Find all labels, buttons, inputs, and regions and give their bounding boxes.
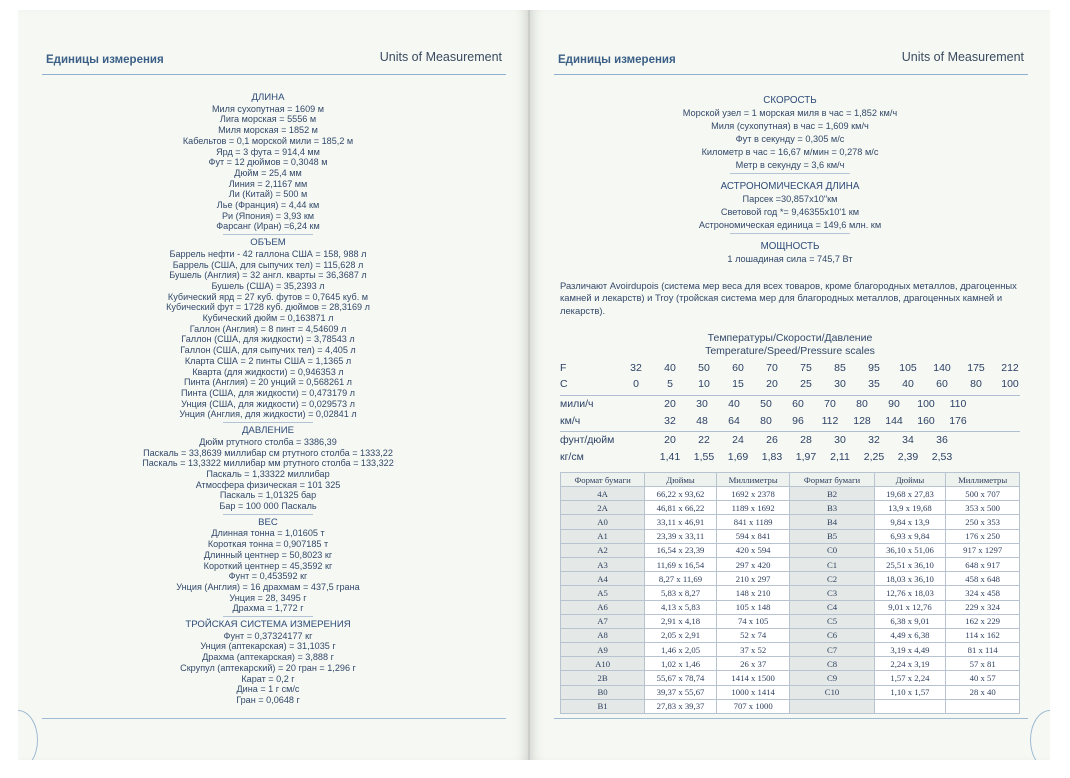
unit-line: Миля морская = 1852 м: [218, 125, 318, 136]
unit-line: Унция (Англия) = 16 драхмам = 437,5 грана: [176, 581, 360, 592]
scale-value: 75: [800, 362, 812, 374]
table-cell: 26 x 37: [716, 657, 790, 671]
scale-value: 1,41: [659, 451, 681, 463]
table-cell: 13,9 x 19,68: [874, 501, 946, 515]
table-cell: A1: [561, 529, 645, 543]
table-cell: A3: [561, 557, 645, 571]
table-cell: 37 x 52: [716, 643, 790, 657]
table-row: [561, 628, 1020, 642]
scale-value: 1,55: [693, 451, 715, 463]
scale-value: 24: [732, 434, 744, 446]
scale-row-label: C: [560, 378, 568, 390]
table-row: [561, 501, 1020, 515]
scale-value: 140: [933, 362, 951, 374]
unit-line: Кварта (для жидкости) = 0,946353 л: [192, 366, 344, 377]
avoirdupois-paragraph: Различают Avoirdupois (система мер веса для всех товаров, кроме благородных металлов, драгоценных камней и лекарств) и Troy (тройская система мер для благородных металлов, драгоценных камней и лекарств).: [560, 280, 1017, 316]
table-row: [561, 614, 1020, 628]
table-cell: 917 x 1297: [946, 543, 1020, 557]
unit-line: Фут = 12 дюймов = 0,3048 м: [208, 157, 328, 168]
scale-value: 20: [664, 434, 676, 446]
scale-value: 85: [834, 362, 846, 374]
table-cell: 3,19 x 4,49: [874, 643, 946, 657]
right-units-list: [550, 88, 1030, 266]
table-cell: C0: [790, 543, 874, 557]
table-cell: 458 x 648: [946, 572, 1020, 586]
header-title-ru: Единицы измерения: [46, 54, 164, 66]
section-divider: [730, 233, 850, 234]
unit-line: Галлон (Англия) = 8 пинт = 4,54609 л: [189, 323, 347, 334]
unit-line: Метр в секунду = 3,6 км/ч: [735, 160, 845, 170]
table-cell: B0: [561, 685, 645, 699]
unit-line: Парсек =30,857х10"км: [742, 194, 838, 204]
section-title: ОБЪЕМ: [250, 237, 286, 249]
table-cell: 841 x 1189: [716, 515, 790, 529]
scale-value: 1,83: [761, 451, 783, 463]
unit-line: Унция = 28, 3495 г: [229, 592, 307, 603]
table-cell: 148 x 210: [716, 586, 790, 600]
unit-line: Атмосфера физическая = 101 325: [195, 479, 341, 490]
scale-value: 100: [1001, 378, 1019, 390]
unit-line: Лига морская = 5556 м: [219, 114, 317, 125]
paper-table-header-cell: Миллиметры: [946, 473, 1020, 487]
table-cell: C3: [790, 586, 874, 600]
table-cell: 46,81 x 66,22: [645, 501, 717, 515]
unit-line: Драхма = 1,772 г: [232, 603, 304, 614]
table-cell: 1414 x 1500: [716, 671, 790, 685]
unit-line: Ярд = 3 фута = 914,4 мм: [216, 146, 320, 157]
table-cell: 210 x 297: [716, 572, 790, 586]
speed-row: [560, 398, 1020, 412]
scale-value: 1,69: [727, 451, 749, 463]
unit-line: 1 лошадиная сила = 745,7 Вт: [727, 254, 853, 264]
table-cell: 19,68 x 27,83: [874, 487, 946, 501]
corner-ornament: [18, 710, 38, 760]
scale-value: 110: [949, 398, 967, 410]
table-cell: 500 x 707: [946, 487, 1020, 501]
header-rule: [554, 74, 1028, 75]
table-cell: 5,83 x 8,27: [645, 586, 717, 600]
table-cell: 11,69 x 16,54: [645, 557, 717, 571]
table-row: [561, 529, 1020, 543]
section-title: АСТРОНОМИЧЕСКАЯ ДЛИНА: [720, 181, 860, 192]
unit-line: Баррель нефти - 42 галлона США = 158, 988 л: [169, 248, 367, 259]
unit-line: Скрупул (аптекарский) = 20 гран = 1,296 г: [180, 662, 356, 673]
section-title: ТРОЙСКАЯ СИСТЕМА ИЗМЕРЕНИЯ: [185, 619, 351, 631]
scale-separator: [560, 395, 1020, 396]
table-row: [561, 515, 1020, 529]
unit-line: Бушель (Англия) = 32 англ. кварты = 36,3687 л: [169, 270, 367, 281]
table-cell: 4A: [561, 487, 645, 501]
table-cell: B3: [790, 501, 874, 515]
pressure-row: [560, 451, 1020, 465]
unit-line: Световой год *= 9,46355х10'1 км: [720, 207, 860, 217]
table-cell: 176 x 250: [946, 529, 1020, 543]
scale-value: 20: [664, 398, 676, 410]
right-page-header: [530, 40, 1050, 76]
table-cell: C7: [790, 643, 874, 657]
scale-value: 70: [766, 362, 778, 374]
scale-value: 80: [856, 398, 868, 410]
section-divider: [223, 234, 313, 235]
table-cell: [946, 699, 1020, 713]
unit-line: Фунт = 0,453592 кг: [228, 571, 308, 582]
scale-value: 64: [728, 415, 740, 427]
table-cell: 2,05 x 2,91: [645, 628, 717, 642]
table-cell: 648 x 917: [946, 557, 1020, 571]
scale-value: 32: [630, 362, 642, 374]
scale-value: 2,25: [863, 451, 885, 463]
table-row: [561, 543, 1020, 557]
unit-line: Паскаль = 1,33322 миллибар: [206, 468, 330, 479]
scale-value: 10: [698, 378, 710, 390]
table-cell: 16,54 x 23,39: [645, 543, 717, 557]
scale-row-label: фунт/дюйм: [560, 434, 615, 446]
pressure-row: [560, 434, 1020, 448]
table-cell: 6,38 x 9,01: [874, 614, 946, 628]
table-cell: B4: [790, 515, 874, 529]
header-title-ru: Единицы измерения: [558, 54, 676, 66]
table-cell: 66,22 x 93,62: [645, 487, 717, 501]
table-row: [561, 487, 1020, 501]
unit-line: Ли (Китай) = 500 м: [228, 189, 308, 200]
scale-value: 22: [698, 434, 710, 446]
section-divider: [223, 422, 313, 423]
unit-line: Фунт = 0,37324177 кг: [223, 630, 313, 641]
header-title-en: Units of Measurement: [901, 50, 1024, 64]
table-cell: 1,57 x 2,24: [874, 671, 946, 685]
table-cell: 2,91 x 4,18: [645, 614, 717, 628]
footer-rule: [42, 718, 506, 719]
scale-row-label: F: [560, 362, 567, 374]
unit-line: Паскаль = 1,01325 бар: [219, 490, 317, 501]
table-row: [561, 600, 1020, 614]
scale-value: 160: [917, 415, 935, 427]
scale-separator: [560, 431, 1020, 432]
temperature-row: [560, 362, 1020, 376]
unit-line: Фут в секунду = 0,305 м/с: [735, 134, 845, 144]
table-cell: 52 x 74: [716, 628, 790, 642]
scale-value: 60: [936, 378, 948, 390]
table-cell: 114 x 162: [946, 628, 1020, 642]
unit-line: Галлон (США, для жидкости) = 3,78543 л: [181, 334, 355, 345]
table-cell: 1,46 x 2,05: [645, 643, 717, 657]
table-cell: A5: [561, 586, 645, 600]
temperature-row: [560, 378, 1020, 392]
unit-line: Драхма (аптекарская) = 3,888 г: [202, 652, 334, 663]
paper-table-header: [561, 473, 1020, 487]
table-cell: A6: [561, 600, 645, 614]
left-page-header: [18, 40, 528, 76]
table-cell: 594 x 841: [716, 529, 790, 543]
scale-value: 0: [633, 378, 639, 390]
scale-value: 175: [967, 362, 985, 374]
section-title: ДАВЛЕНИЕ: [241, 425, 295, 437]
unit-line: Миля (сухопутная) в час = 1,609 км/ч: [711, 121, 869, 131]
scale-value: 96: [792, 415, 804, 427]
table-cell: 74 x 105: [716, 614, 790, 628]
unit-line: Миля сухопутная = 1609 м: [211, 103, 325, 114]
scale-value: 60: [732, 362, 744, 374]
table-cell: 1000 x 1414: [716, 685, 790, 699]
table-cell: 162 x 229: [946, 614, 1020, 628]
unit-line: Морской узел = 1 морская миля в час = 1,852 км/ч: [682, 108, 898, 118]
scale-value: 50: [760, 398, 772, 410]
table-row: [561, 671, 1020, 685]
unit-line: Бар = 100 000 Паскаль: [219, 501, 317, 512]
unit-line: Длинная тонна = 1,01605 т: [211, 528, 325, 539]
scale-value: 90: [888, 398, 900, 410]
section-divider: [730, 173, 850, 174]
table-cell: C2: [790, 572, 874, 586]
table-cell: 57 x 81: [946, 657, 1020, 671]
table-cell: 1,02 x 1,46: [645, 657, 717, 671]
scale-value: 2,53: [931, 451, 953, 463]
scale-value: 30: [696, 398, 708, 410]
scale-value: 112: [821, 415, 839, 427]
conversion-scale-grid: [560, 360, 1020, 470]
paper-table-header-cell: Дюймы: [874, 473, 946, 487]
scale-value: 36: [936, 434, 948, 446]
unit-line: Унция (Англия, для жидкости) = 0,02841 л: [179, 409, 357, 420]
unit-line: Баррель (США, для сыпучих тел) = 115,628 л: [172, 259, 364, 270]
unit-line: Галлон (США, для сыпучих тел) = 4,405 л: [180, 345, 356, 356]
table-cell: 250 x 353: [946, 515, 1020, 529]
unit-line: Километр в час = 16,67 м/мин = 0,278 м/с: [701, 147, 879, 157]
scale-row-label: км/ч: [560, 415, 581, 427]
table-cell: 8,27 x 11,69: [645, 572, 717, 586]
table-cell: B2: [790, 487, 874, 501]
scale-value: 105: [899, 362, 917, 374]
paper-table-header-cell: Формат бумаги: [561, 473, 645, 487]
table-cell: 27,83 x 39,37: [645, 699, 717, 713]
table-cell: 105 x 148: [716, 600, 790, 614]
table-cell: A7: [561, 614, 645, 628]
table-cell: 6,93 x 9,84: [874, 529, 946, 543]
table-cell: 40 x 57: [946, 671, 1020, 685]
scale-value: 100: [917, 398, 935, 410]
table-cell: 39,37 x 55,67: [645, 685, 717, 699]
unit-line: Кубический ярд = 27 куб. футов = 0,7645 куб. м: [167, 291, 369, 302]
table-row: [561, 657, 1020, 671]
table-cell: 12,76 x 18,03: [874, 586, 946, 600]
table-cell: 707 x 1000: [716, 699, 790, 713]
scale-value: 2,39: [897, 451, 919, 463]
unit-line: Фарсанг (Иран) =6,24 км: [216, 221, 320, 232]
table-cell: C9: [790, 671, 874, 685]
unit-line: Пинта (США, для жидкости) = 0,473179 л: [181, 387, 355, 398]
scale-value: 26: [766, 434, 778, 446]
table-row: [561, 643, 1020, 657]
table-cell: A2: [561, 543, 645, 557]
table-cell: 297 x 420: [716, 557, 790, 571]
unit-line: Карат = 0,2 г: [241, 673, 295, 684]
scale-value: 40: [664, 362, 676, 374]
table-cell: B1: [561, 699, 645, 713]
unit-line: Унция (США, для жидкости) = 0,029573 л: [181, 398, 355, 409]
corner-ornament: [1030, 710, 1050, 760]
scale-value: 30: [834, 378, 846, 390]
unit-line: Дина = 1 г см/с: [236, 684, 300, 695]
paper-table-header-cell: Дюймы: [645, 473, 717, 487]
table-row: [561, 557, 1020, 571]
scale-row-label: кг/см: [560, 451, 584, 463]
left-units-list: [118, 90, 418, 706]
section-title: МОЩНОСТЬ: [760, 241, 820, 252]
section-title: СКОРОСТЬ: [763, 95, 817, 106]
table-cell: 23,39 x 33,11: [645, 529, 717, 543]
unit-line: Пинта (Англия) = 20 унций = 0,568261 л: [184, 377, 352, 388]
table-cell: 4,49 x 6,38: [874, 628, 946, 642]
scales-title: [550, 332, 1030, 358]
unit-line: Кубический фут = 1728 куб. дюймов = 28,3169 л: [166, 302, 370, 313]
table-cell: 1189 x 1692: [716, 501, 790, 515]
table-cell: 9,84 x 13,9: [874, 515, 946, 529]
unit-line: Бушель (США) = 35,2393 л: [211, 280, 325, 291]
table-cell: C6: [790, 628, 874, 642]
table-cell: [790, 699, 874, 713]
unit-line: Паскаль = 33,8639 миллибар см ртутного столба = 1333,22: [143, 447, 393, 458]
footer-rule: [554, 718, 1028, 719]
table-cell: 2,24 x 3,19: [874, 657, 946, 671]
scale-value: 2,11: [830, 451, 850, 463]
table-cell: 36,10 x 51,06: [874, 543, 946, 557]
unit-line: Астрономическая единица = 149,6 млн. км: [698, 220, 882, 230]
scale-value: 48: [696, 415, 708, 427]
table-cell: 18,03 x 36,10: [874, 572, 946, 586]
table-cell: 4,13 x 5,83: [645, 600, 717, 614]
section-divider: [223, 616, 313, 617]
scales-title-ru: Температуры/Скорости/Давление: [707, 332, 873, 344]
table-row: [561, 685, 1020, 699]
unit-line: Унция (аптекарская) = 31,1035 г: [200, 641, 336, 652]
unit-line: Гран = 0,0648 г: [236, 694, 300, 705]
table-cell: 1,10 x 1,57: [874, 685, 946, 699]
paper-table-header-cell: Формат бумаги: [790, 473, 874, 487]
scale-value: 70: [824, 398, 836, 410]
unit-line: Лье (Франция) = 4,44 км: [216, 200, 320, 211]
table-cell: B5: [790, 529, 874, 543]
table-cell: 81 x 114: [946, 643, 1020, 657]
scale-value: 95: [868, 362, 880, 374]
table-cell: 25,51 x 36,10: [874, 557, 946, 571]
paper-table-header-cell: Миллиметры: [716, 473, 790, 487]
table-row: [561, 699, 1020, 713]
section-title: ВЕС: [258, 516, 278, 528]
table-cell: C5: [790, 614, 874, 628]
scale-value: 32: [664, 415, 676, 427]
scale-value: 144: [885, 415, 903, 427]
table-cell: 420 x 594: [716, 543, 790, 557]
unit-line: Ри (Япония) = 3,93 км: [221, 210, 315, 221]
table-cell: 2B: [561, 671, 645, 685]
table-cell: 1692 x 2378: [716, 487, 790, 501]
table-cell: A8: [561, 628, 645, 642]
table-cell: [874, 699, 946, 713]
unit-line: Кабельтов = 0,1 морской мили = 185,2 м: [182, 135, 354, 146]
unit-line: Линия = 2,1167 мм: [228, 178, 308, 189]
table-cell: A4: [561, 572, 645, 586]
speed-row: [560, 415, 1020, 429]
header-title-en: Units of Measurement: [379, 50, 502, 64]
table-cell: A9: [561, 643, 645, 657]
table-cell: A0: [561, 515, 645, 529]
scale-row-label: мили/ч: [560, 398, 594, 410]
table-cell: C8: [790, 657, 874, 671]
scale-value: 40: [902, 378, 914, 390]
unit-line: Короткая тонна = 0,907185 т: [207, 539, 329, 550]
header-rule: [42, 74, 506, 75]
table-cell: C10: [790, 685, 874, 699]
scale-value: 128: [853, 415, 871, 427]
table-cell: 28 x 40: [946, 685, 1020, 699]
scale-value: 80: [970, 378, 982, 390]
table-cell: 324 x 458: [946, 586, 1020, 600]
table-cell: C1: [790, 557, 874, 571]
table-cell: C4: [790, 600, 874, 614]
unit-line: Короткий центнер = 45,3592 кг: [203, 560, 333, 571]
scale-value: 212: [1001, 362, 1019, 374]
scale-value: 25: [800, 378, 812, 390]
unit-line: Дюйм ртутного столба = 3386,39: [199, 436, 337, 447]
table-cell: 2A: [561, 501, 645, 515]
scale-value: 20: [766, 378, 778, 390]
scale-value: 15: [732, 378, 744, 390]
unit-line: Кубический дюйм = 0,163871 л: [202, 313, 334, 324]
scales-title-en: Temperature/Speed/Pressure scales: [705, 345, 875, 357]
scale-value: 176: [949, 415, 967, 427]
scale-value: 80: [760, 415, 772, 427]
table-cell: 33,11 x 46,91: [645, 515, 717, 529]
scale-value: 60: [792, 398, 804, 410]
section-title: ДЛИНА: [251, 92, 285, 103]
scale-value: 28: [800, 434, 812, 446]
scale-value: 34: [902, 434, 914, 446]
table-cell: 353 x 500: [946, 501, 1020, 515]
table-cell: 55,67 x 78,74: [645, 671, 717, 685]
scale-value: 30: [834, 434, 846, 446]
scale-value: 32: [868, 434, 880, 446]
table-cell: A10: [561, 657, 645, 671]
section-divider: [223, 514, 313, 515]
table-row: [561, 572, 1020, 586]
scale-value: 1,97: [795, 451, 817, 463]
right-page: [530, 10, 1050, 760]
scale-value: 40: [728, 398, 740, 410]
table-cell: 229 x 324: [946, 600, 1020, 614]
scale-value: 35: [868, 378, 880, 390]
scale-value: 50: [698, 362, 710, 374]
paper-format-table: [560, 472, 1020, 714]
unit-line: Паскаль = 13,3322 миллибар мм ртутного столба = 133,322: [142, 458, 394, 469]
unit-line: Дюйм = 25,4 мм: [234, 167, 302, 178]
table-row: [561, 586, 1020, 600]
scale-value: 5: [667, 378, 673, 390]
table-cell: 9,01 x 12,76: [874, 600, 946, 614]
unit-line: Кларта США = 2 пинты США = 1,1365 л: [184, 355, 352, 366]
unit-line: Длинный центнер = 50,8023 кг: [203, 549, 333, 560]
left-page: [18, 10, 528, 760]
